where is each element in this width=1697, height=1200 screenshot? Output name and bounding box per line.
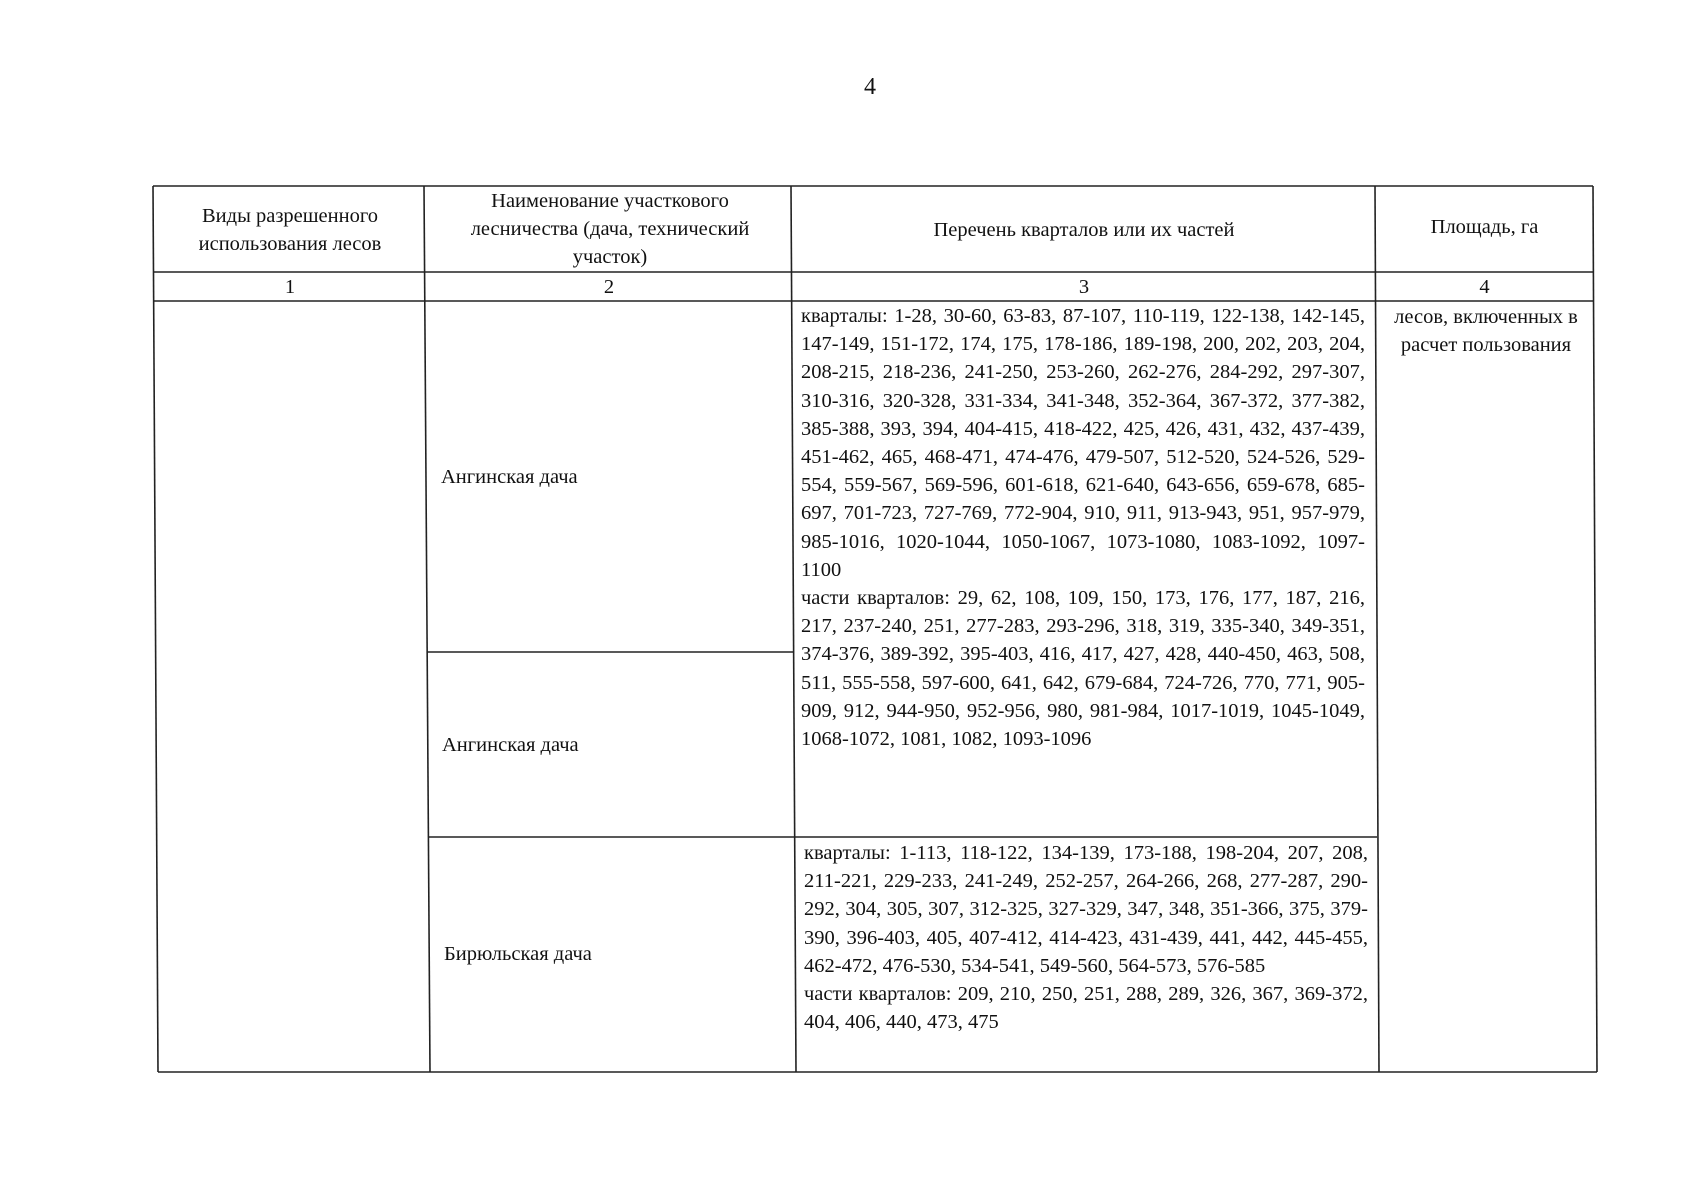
quarters-list: кварталы: 1-113, 118-122, 134-139, 173-188, 198-204, 207, 208, 211-221, 229-233, 241-249, 252-257, 264-266, 268, 277-287, 290-292, 304, 305, 307, 312-325, 327-329, 347, 348, 351-366, 375, 379-390, 396-403, 405, 407-412, 414-423, 431-439, 441, 442, 445-455, 462-472, 476-530, 534-541, 549-560, 564-573, 576-585 [804,842,1368,977]
header-use-type [156,189,424,271]
header-forestry-name [432,187,788,271]
column-number-4: 4 [1479,276,1490,298]
header-forestry-name-text: Наименование участкового лесничества (дача, технический участок) [470,190,750,268]
forestry-name-text: Ангинская дача [442,734,579,756]
header-area-text: Площадь, га [1430,216,1539,238]
quarters-block-biryul [804,839,1368,1036]
forestry-name-text: Ангинская дача [441,466,578,488]
forestry-name-text: Бирюльская дача [444,943,592,965]
area-text: лесов, включенных в расчет пользования [1394,306,1578,357]
header-quarters-text: Перечень кварталов или их частей [933,219,1235,241]
quarters-block-angin [801,302,1365,753]
header-use-type-text: Виды разрешенного использования лесов [198,205,382,255]
forestry-name-biryul [430,839,794,1069]
column-number-3: 3 [1078,276,1090,298]
quarters-list: кварталы: 1-28, 30-60, 63-83, 87-107, 110-119, 122-138, 142-145, 147-149, 151-172, 174, 175, 178-186, 189-198, 200, 202, 203, 204, 208-215, 218-236, 241-250, 253-260, 262-276, 284-292, 297-307, 310-316, 320-328, 331-334, 341-348, 352-364, 367-372, 377-382, 385-388, 393, 394, 404-415, 418-422, 425, 426, 431, 432, 437-439, 451-462, 465, 468-471, 474-476, 479-507, 512-520, 524-526, 529-554, 559-567, 569-596, 601-618, 621-640, 643-656, 659-678, 685-697, 701-723, 727-769, 772-904, 910, 911, 913-943, 951, 957-979, 985-1016, 1020-1044, 1050-1067, 1073-1080, 1083-1092, 1097-1100 [801,305,1365,581]
column-number-1: 1 [284,276,296,298]
forestry-name-angin-2 [428,654,792,836]
page-number: 4 [864,74,876,100]
quarter-parts-list: части кварталов: 29, 62, 108, 109, 150, 173, 176, 177, 187, 216, 217, 237-240, 251, 277-283, 293-296, 318, 319, 335-340, 349-351, 374-376, 389-392, 395-403, 416, 417, 427, 428, 440-450, 463, 508, 511, 555-558, 597-600, 641, 642, 679-684, 724-726, 770, 771, 905-909, 912, 944-950, 952-956, 980, 981-984, 1017-1019, 1045-1049, 1068-1072, 1081, 1082, 1093-1096 [801,587,1365,751]
forestry-name-angin-1 [427,303,791,651]
quarter-parts-list: части кварталов: 209, 210, 250, 251, 288, 289, 326, 367, 369-372, 404, 406, 440, 473, 475 [804,983,1368,1034]
header-area [1377,189,1592,265]
area-cell [1380,303,1592,359]
use-type-cell [158,303,424,1070]
header-quarters [794,189,1374,271]
column-number-2: 2 [603,276,615,298]
